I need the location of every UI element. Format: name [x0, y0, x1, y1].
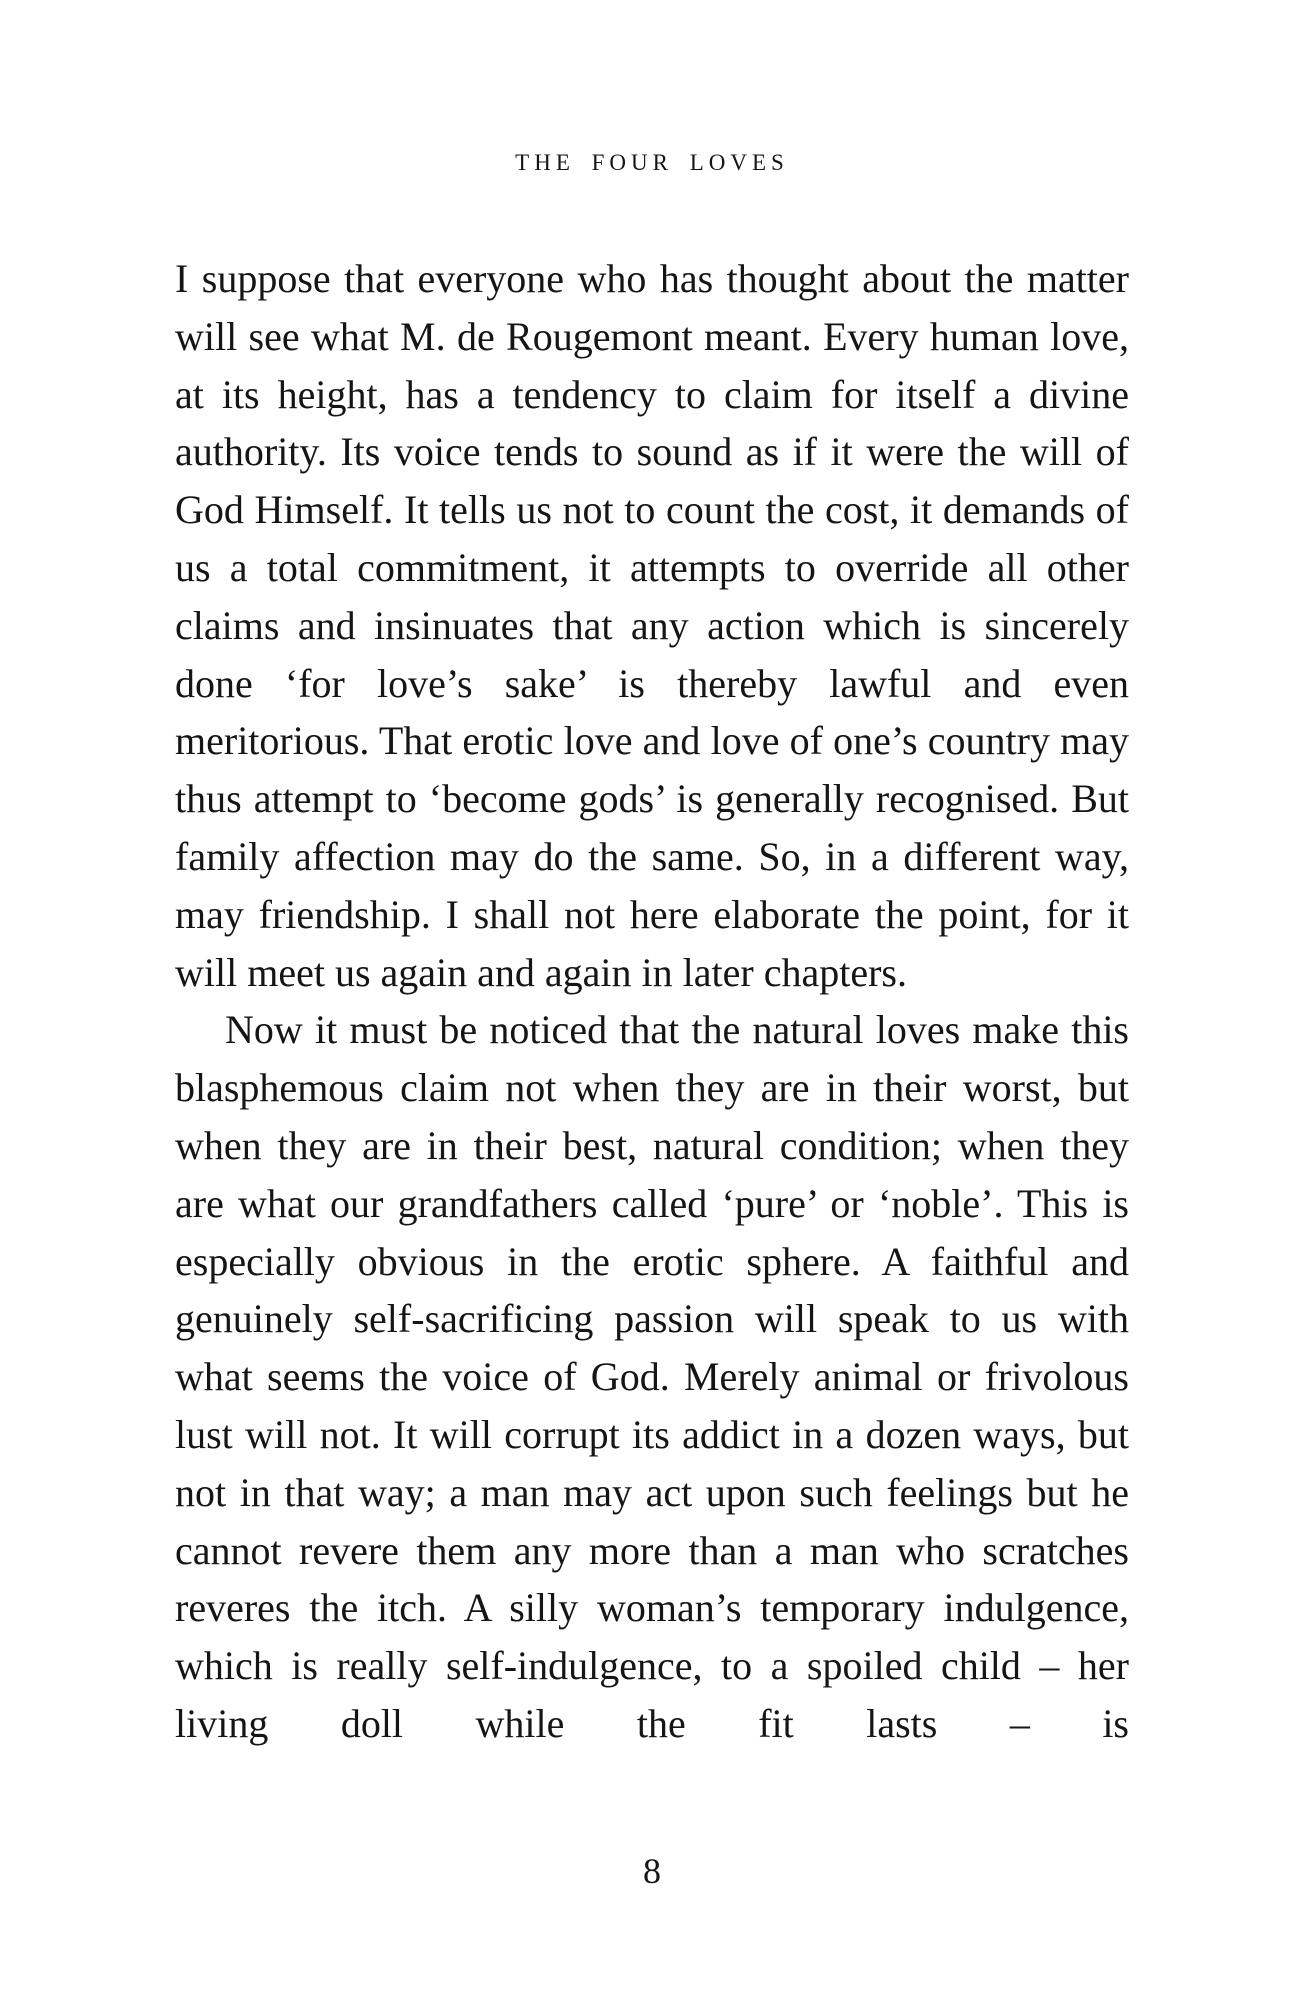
- running-head: THE FOUR LOVES: [515, 150, 789, 175]
- paragraph-2: Now it must be noticed that the natural loves make this blasphemous claim not when they are in their worst, but when they are in their best, natural condition; when they are what our grandfathers called ‘pure’ or ‘noble’. This is especially obvious in the erotic sphere. A faithful and genuinely self-sacrificing passion will speak to us with what seems the voice of God. Merely animal or frivolous lust will not. It will corrupt its addict in a dozen ways, but not in that way; a man may act upon such feelings but he cannot revere them any more than a man who scratches reveres the itch. A silly woman’s temporary indulgence, which is really self-indulgence, to a spoiled child – her living doll while the fit lasts – is: [175, 1007, 1129, 1746]
- body-text: [175, 250, 1129, 1753]
- paragraph-1: I suppose that everyone who has thought about the matter will see what M. de Rougemont meant. Every human love, at its height, has a tendency to claim for itself a divine authority. Its voice tends to sound as if it were the will of God Himself. It tells us not to count the cost, it demands of us a total commitment, it attempts to override all other claims and insinuates that any action which is sincerely done ‘for love’s sake’ is thereby lawful and even meritorious. That erotic love and love of one’s country may thus attempt to ‘become gods’ is generally recognised. But family affection may do the same. So, in a different way, may friendship. I shall not here elaborate the point, for it will meet us again and again in later chapters.: [175, 256, 1129, 995]
- page-number: 8: [643, 1851, 661, 1891]
